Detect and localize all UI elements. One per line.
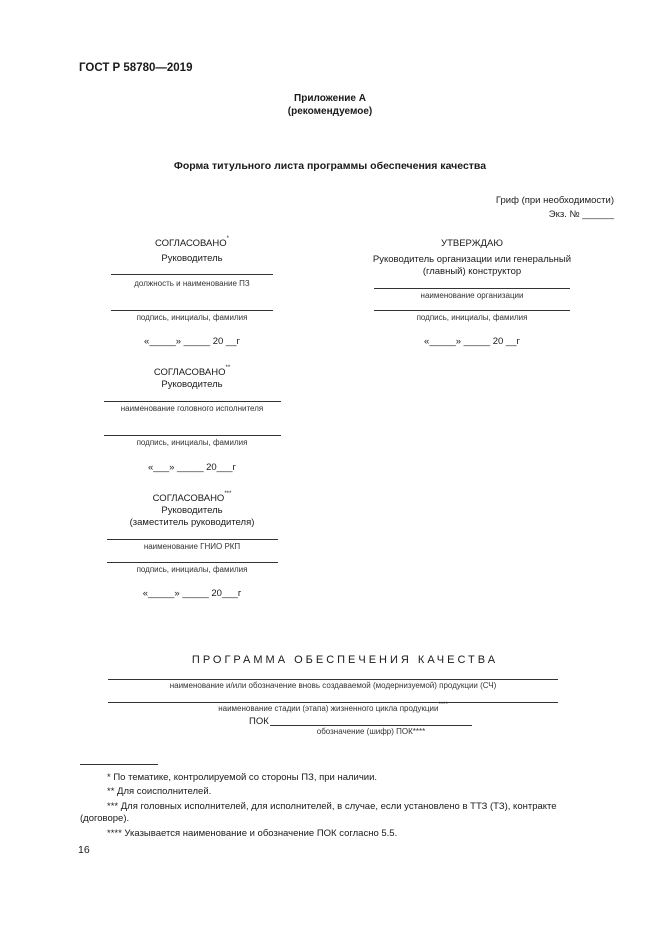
signature-line (374, 310, 570, 311)
date-field: «_____» _____ 20 __г (424, 336, 520, 347)
signature-line (107, 562, 278, 563)
date-field: «___» _____ 20___г (148, 462, 236, 473)
grif-line2: Экз. № ______ (548, 209, 614, 220)
field-caption: подпись, инициалы, фамилия (136, 438, 248, 447)
approval-heading-text: СОГЛАСОВАНО (152, 493, 225, 504)
field-caption: наименование организации (420, 291, 524, 300)
field-caption: наименование головного исполнителя (120, 404, 264, 413)
signature-line (104, 401, 281, 402)
signature-line (111, 310, 273, 311)
footnote: **** Указывается наименование и обозначение ПОК согласно 5.5. (107, 828, 398, 839)
form-title: Форма титульного листа программы обеспечения качества (173, 160, 487, 172)
appendix-status: (рекомендуемое) (287, 106, 373, 117)
field-caption: наименование ГНИО РКП (143, 542, 241, 551)
footnote-mark: **** (438, 702, 448, 708)
footnote-mark: *** (224, 491, 232, 497)
approval-heading (102, 493, 282, 504)
signature-line (104, 435, 281, 436)
approve-role-cont: (главный) конструктор (422, 266, 522, 277)
approval-role-cont: (заместитель руководителя) (129, 517, 255, 528)
footnote: *** Для головных исполнителей, для исполнителей, в случае, если установлено в ТТЗ (ТЗ), контракте (107, 801, 557, 812)
standard-number: ГОСТ Р 58780—2019 (79, 62, 193, 74)
approval-role: Руководитель (161, 253, 223, 264)
signature-line (107, 539, 278, 540)
signature-line (374, 288, 570, 289)
signature-line (108, 702, 558, 703)
field-caption: подпись, инициалы, фамилия (136, 313, 248, 322)
pok-label: ПОК (249, 716, 269, 727)
signature-line (270, 725, 472, 726)
approval-heading-text: СОГЛАСОВАНО (153, 367, 226, 378)
field-caption: подпись, инициалы, фамилия (136, 565, 248, 574)
field-caption: наименование и/или обозначение вновь создаваемой (модернизуемой) продукции (СЧ) (169, 681, 497, 690)
footnote: * По тематике, контролируемой со стороны ПЗ, при наличии. (107, 772, 378, 783)
date-field: «_____» _____ 20 __г (144, 336, 240, 347)
approval-heading (102, 238, 282, 249)
approval-role: Руководитель (161, 379, 223, 390)
footnote-cont: (договоре). (80, 813, 130, 824)
approve-heading: УТВЕРЖДАЮ (441, 238, 503, 249)
field-caption: должность и наименование ПЗ (134, 279, 250, 288)
approval-heading (102, 367, 282, 378)
program-title: ПРОГРАММА ОБЕСПЕЧЕНИЯ КАЧЕСТВА (191, 654, 499, 666)
field-caption-stage-text: наименование стадии (этапа) жизненного цикла продукции (218, 704, 439, 713)
field-caption: подпись, инициалы, фамилия (416, 313, 528, 322)
approve-role: Руководитель организации или генеральный (372, 254, 572, 265)
footnote-mark: ** (225, 365, 231, 371)
field-caption-stage (108, 704, 558, 713)
field-caption: обозначение (шифр) ПОК**** (316, 727, 426, 736)
approval-heading-text: СОГЛАСОВАНО (154, 238, 227, 249)
grif-line1: Гриф (при необходимости) (495, 195, 614, 206)
approval-role: Руководитель (161, 505, 223, 516)
date-field: «_____» _____ 20___г (142, 588, 242, 599)
signature-line (108, 679, 558, 680)
footnote-mark: * (226, 236, 229, 242)
signature-line (111, 274, 273, 275)
appendix-title: Приложение А (294, 93, 366, 104)
page-number: 16 (78, 844, 90, 856)
footnote-separator (80, 764, 158, 765)
footnote: ** Для соисполнителей. (107, 786, 212, 797)
